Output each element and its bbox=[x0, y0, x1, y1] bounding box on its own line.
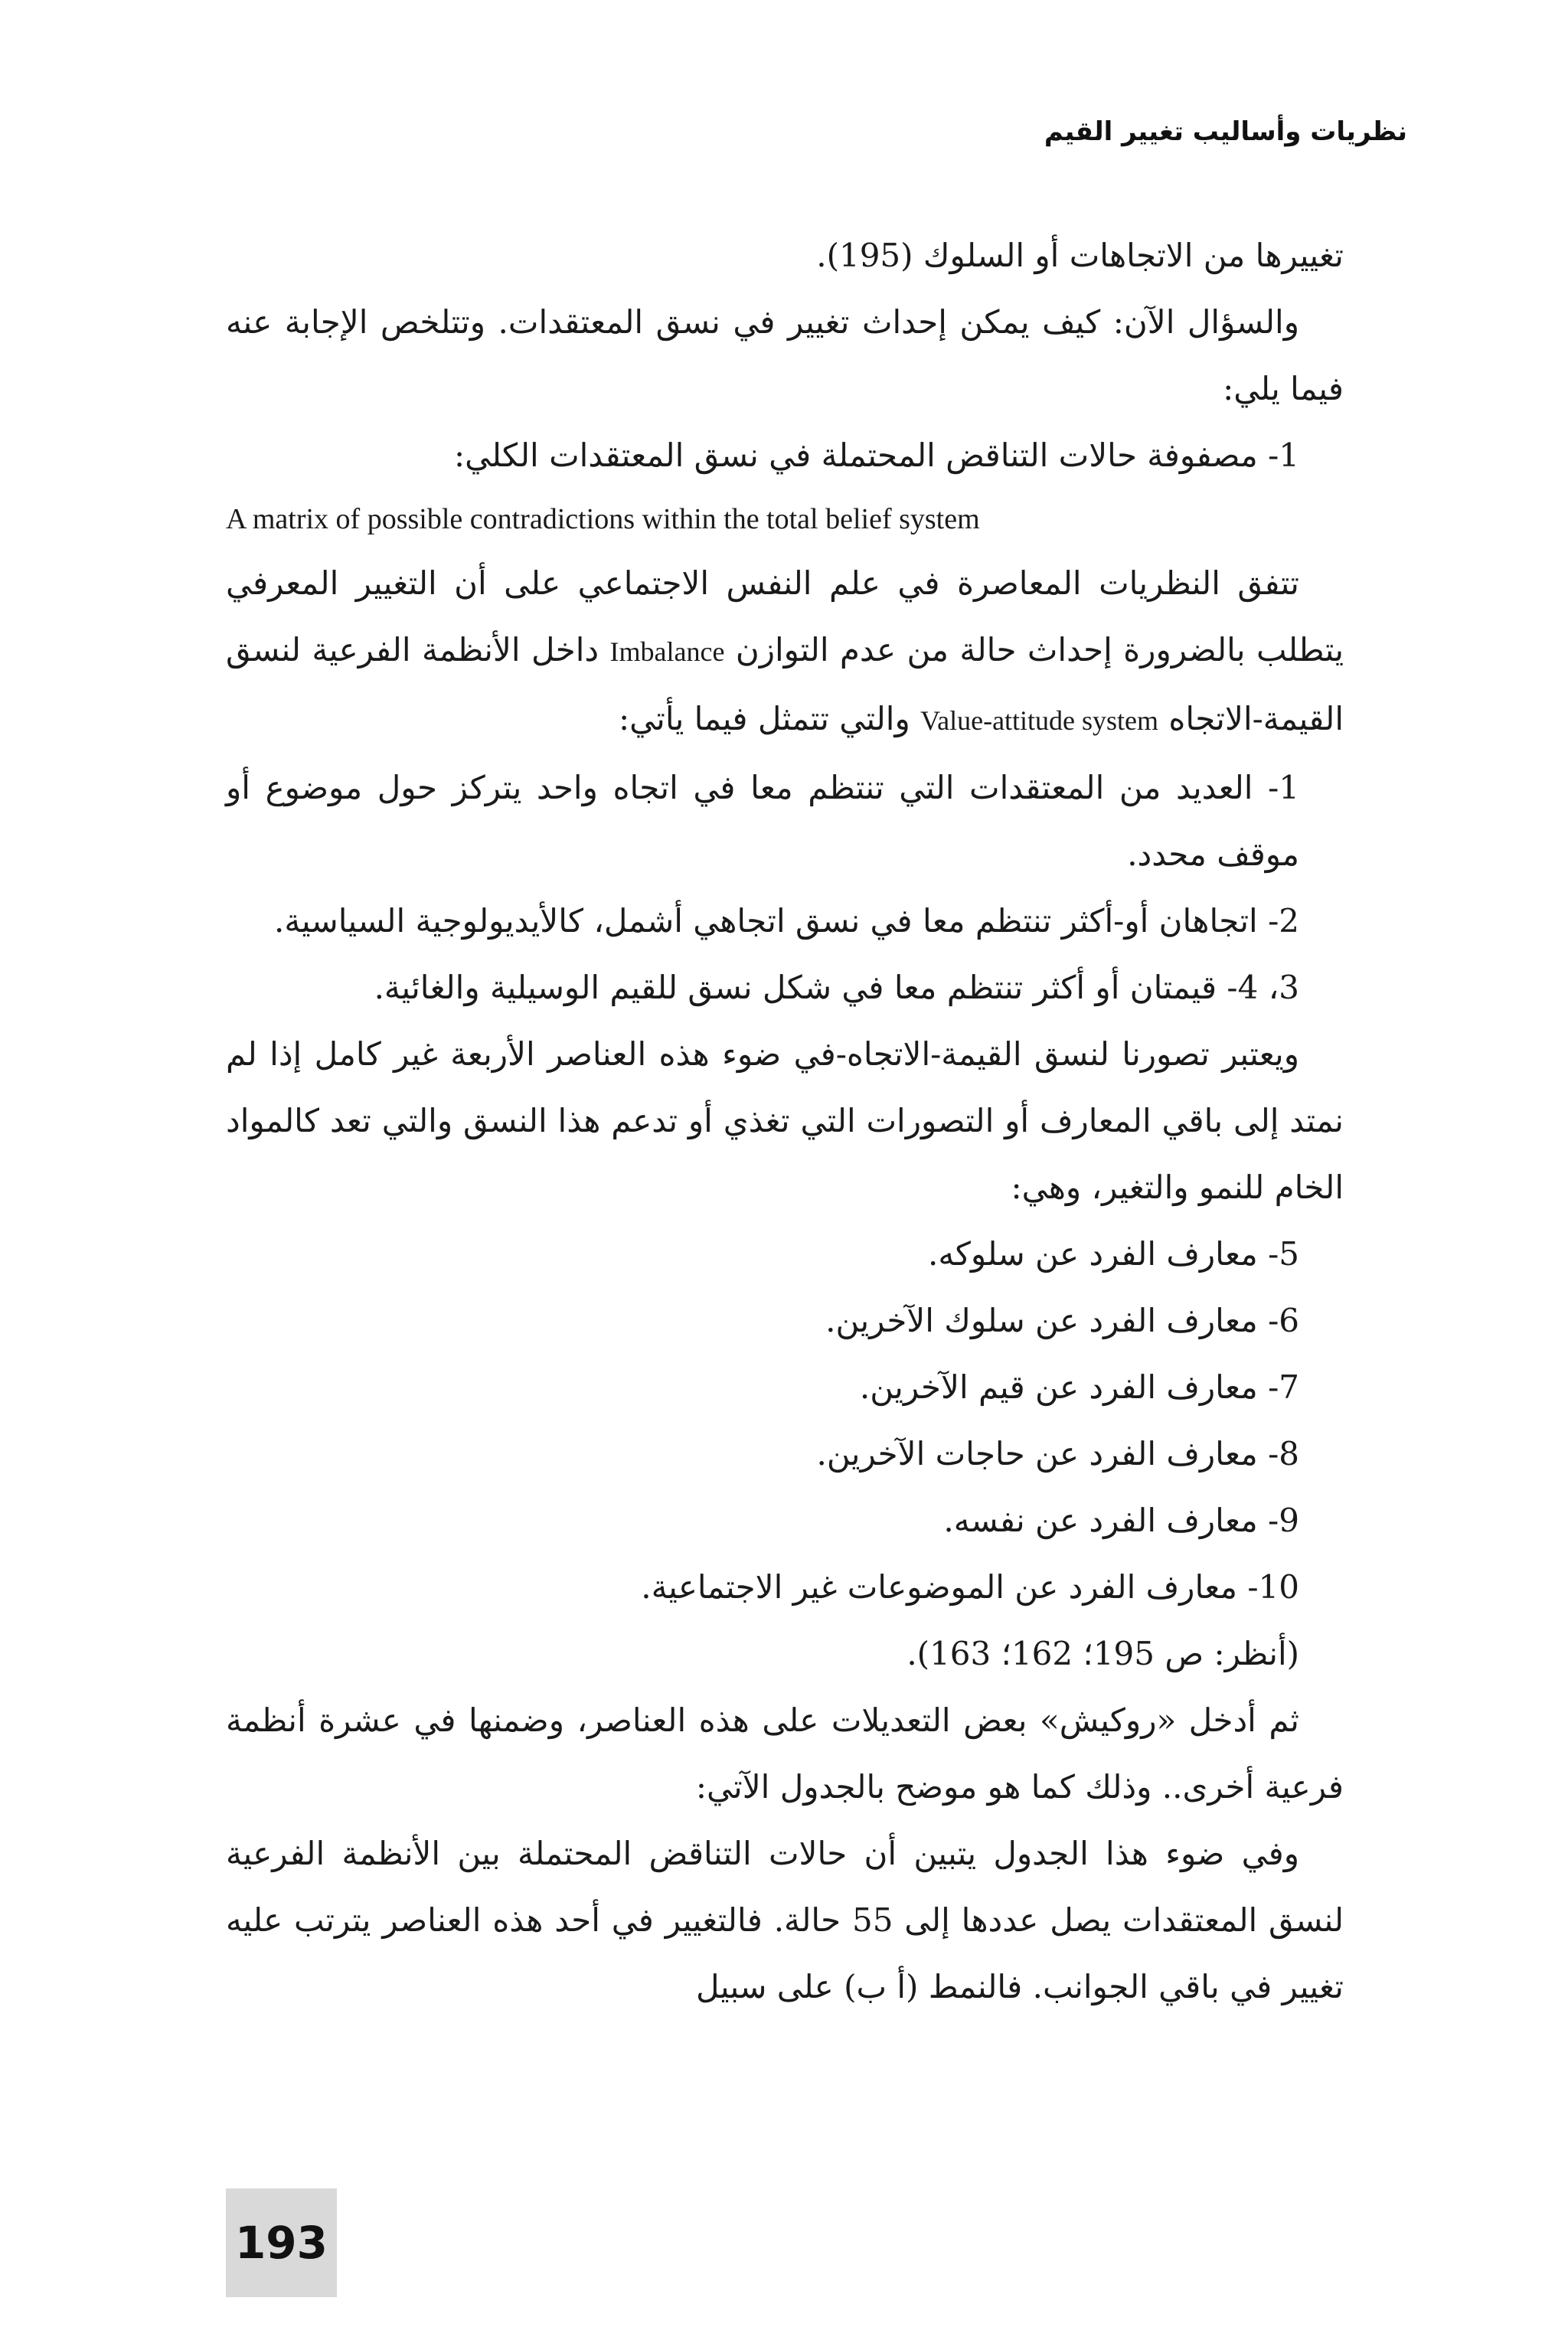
list-item: 1- العديد من المعتقدات التي تنتظم معا في اتجاه واحد يتركز حول موضوع أو موقف محدد. bbox=[226, 769, 1299, 873]
term-imbalance: Imbalance bbox=[609, 636, 725, 667]
running-header: نظريات وأساليب تغيير القيم bbox=[1044, 116, 1407, 147]
page-number: 193 bbox=[226, 2188, 337, 2297]
page-body bbox=[226, 222, 1344, 2020]
reference-note: (أنظر: ص 195؛ 162؛ 163). bbox=[906, 1635, 1299, 1672]
list-item: 3، 4- قيمتان أو أكثر تنتظم معا في شكل نسق للقيم الوسيلية والغائية. bbox=[374, 969, 1299, 1006]
section-heading-1: 1- مصفوفة حالات التناقض المحتملة في نسق المعتقدات الكلي: bbox=[454, 436, 1299, 474]
list-item: 9- معارف الفرد عن نفسه. bbox=[943, 1502, 1299, 1539]
paragraph-2: والسؤال الآن: كيف يمكن إحداث تغيير في نسق المعتقدات. وتتلخص الإجابة عنه فيما يلي: bbox=[226, 303, 1344, 407]
paragraph-3 bbox=[226, 550, 1344, 754]
list-item: 7- معارف الفرد عن قيم الآخرين. bbox=[859, 1368, 1299, 1406]
list-item: 5- معارف الفرد عن سلوكه. bbox=[928, 1235, 1299, 1273]
list-item: 8- معارف الفرد عن حاجات الآخرين. bbox=[816, 1435, 1299, 1472]
paragraph-3-part-c: والتي تتمثل فيما يأتي: bbox=[618, 700, 910, 737]
section-heading-english: A matrix of possible contradictions within the total belief system bbox=[226, 503, 980, 535]
paragraph-3-part-a: تتفق النظريات المعاصرة في علم النفس الاجتماعي على أن التغيير المعرفي يتطلب بالضرورة إحداث حالة من عدم التوازن bbox=[226, 564, 1344, 668]
paragraph-3-part-b: داخل الأنظمة الفرعية لنسق القيمة-الاتجاه bbox=[226, 631, 1344, 737]
paragraph-4: ويعتبر تصورنا لنسق القيمة-الاتجاه-في ضوء هذه العناصر الأربعة غير كامل إذا لم نمتد إلى باقي المعارف أو التصورات التي تغذي أو تدعم هذا النسق والتي تعد كالمواد الخام للنمو والتغير، وهي: bbox=[226, 1035, 1344, 1206]
paragraph-5: ثم أدخل «روكيش» بعض التعديلات على هذه العناصر، وضمنها في عشرة أنظمة فرعية أخرى.. وذلك كما هو موضح بالجدول الآتي: bbox=[226, 1701, 1344, 1806]
list-item: 2- اتجاهان أو-أكثر تنتظم معا في نسق اتجاهي أشمل، كالأيديولوجية السياسية. bbox=[274, 902, 1299, 940]
term-value-attitude-system: Value-attitude system bbox=[920, 705, 1159, 736]
paragraph-6: وفي ضوء هذا الجدول يتبين أن حالات التناقض المحتملة بين الأنظمة الفرعية لنسق المعتقدات يصل عددها إلى 55 حالة. فالتغيير في أحد هذه العناصر يترتب عليه تغيير في باقي الجوانب. فالنمط (أ ب) على سبيل bbox=[226, 1835, 1344, 2005]
list-item: 10- معارف الفرد عن الموضوعات غير الاجتماعية. bbox=[641, 1568, 1299, 1606]
paragraph-1: تغييرها من الاتجاهات أو السلوك (195). bbox=[816, 237, 1344, 274]
list-item: 6- معارف الفرد عن سلوك الآخرين. bbox=[825, 1302, 1299, 1339]
